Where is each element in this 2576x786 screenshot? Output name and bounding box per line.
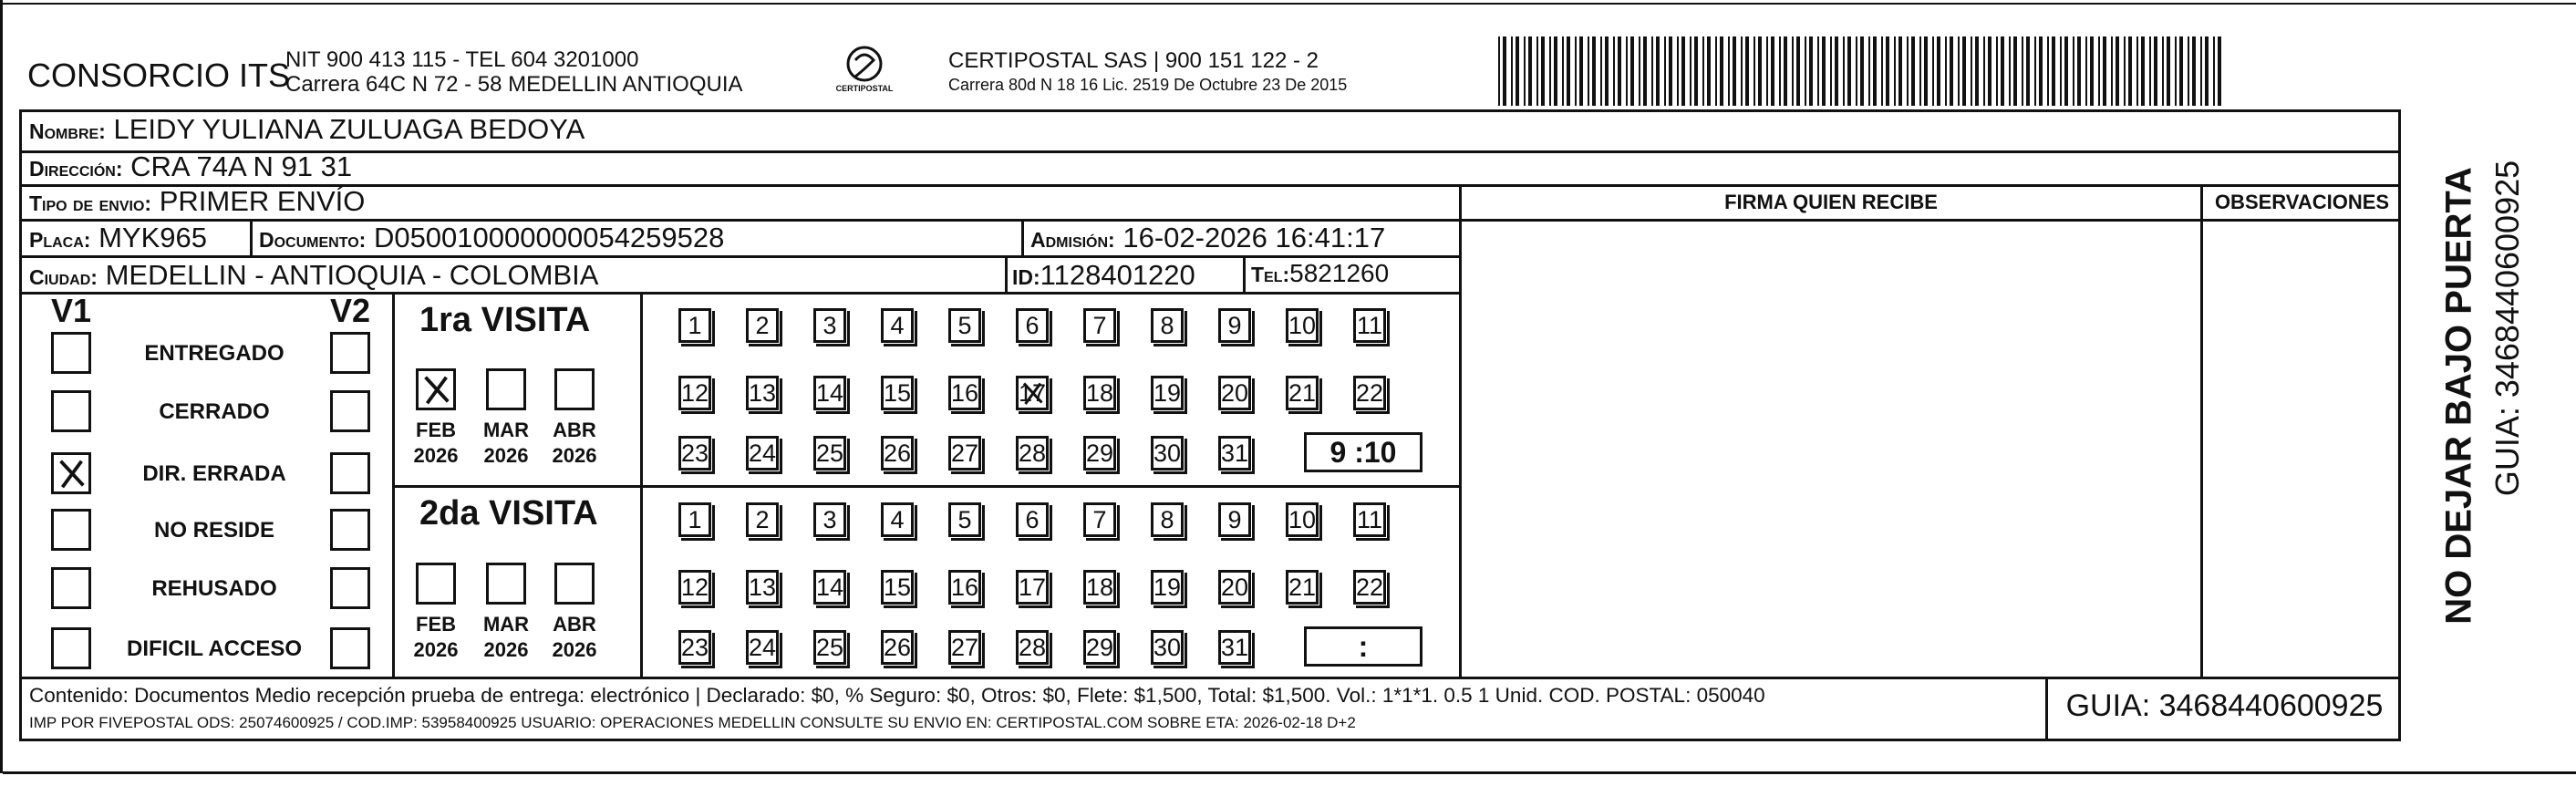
v2-checkbox (330, 627, 370, 669)
day-box: 21 (1286, 570, 1319, 605)
v2-checkbox (330, 390, 370, 432)
day-box: 18 (1083, 570, 1116, 605)
status-label: NO RESIDE (153, 518, 275, 543)
placa-field (29, 222, 207, 254)
v1-checkbox (51, 627, 91, 669)
direccion-label: Dirección: (29, 157, 123, 181)
month-checkbox (486, 368, 526, 410)
ciudad-label: Ciudad: (29, 265, 98, 289)
vrule-admision (1021, 219, 1024, 256)
day-box: 20 (1218, 376, 1251, 410)
v2-checkbox (330, 332, 370, 374)
v1-checkbox (51, 509, 91, 551)
day-box: 29 (1083, 630, 1116, 665)
v1-checkbox (51, 332, 91, 374)
day-box: 31 (1218, 630, 1251, 665)
ciudad-value: MEDELLIN - ANTIOQUIA - COLOMBIA (105, 259, 599, 291)
tipo-label: Tipo de envio: (29, 191, 152, 215)
day-box: 12 (678, 570, 711, 605)
day-box: 26 (881, 436, 914, 471)
tel-label: Tel: (1251, 263, 1290, 286)
rule-footer (19, 677, 2401, 679)
day-box: 12 (678, 376, 711, 410)
day-box: 10 (1286, 502, 1319, 537)
admision-field (1030, 222, 1385, 254)
tipo-value: PRIMER ENVÍO (159, 185, 366, 217)
ciudad-field (29, 259, 598, 292)
footer-contenido: Contenido: Documentos Medio recepción prueba de entrega: electrónico | Declarado: $0, % Seguro: $0, Otros: $0, Flete: $1,500, Total: $1,500. Vol.: 1*1*1. 0.5 1 Unid. COD. POSTAL: 050040 (29, 684, 1765, 707)
day-box: 4 (881, 308, 914, 343)
day-box: 23 (678, 630, 711, 665)
tipo-field (29, 185, 365, 218)
documento-field (259, 222, 724, 254)
v1-checkbox (51, 567, 91, 609)
time-box: : (1304, 626, 1422, 667)
status-label: ENTREGADO (144, 341, 284, 366)
day-box: 18 (1083, 376, 1116, 410)
day-box: 30 (1151, 630, 1184, 665)
footer-guia-box: GUIA: 3468440600925 (2065, 688, 2384, 723)
status-label: CERRADO (159, 399, 270, 424)
day-box: 19 (1151, 376, 1184, 410)
logo-wordmark: CERTIPOSTAL (835, 84, 894, 93)
day-box: 2 (746, 502, 779, 537)
day-box: 17 (1016, 570, 1049, 605)
tel-value: 5821260 (1289, 259, 1390, 287)
day-box: 25 (813, 436, 846, 471)
month-checkbox (486, 563, 526, 605)
day-box: 13 (746, 376, 779, 410)
day-box: 14 (813, 570, 846, 605)
day-box: 4 (881, 502, 914, 537)
day-box: 3 (813, 502, 846, 537)
day-box: 31 (1218, 436, 1251, 471)
month-label: ABR (553, 613, 596, 636)
company-name: CONSORCIO ITS (27, 57, 291, 94)
vrule-id (1005, 255, 1008, 293)
day-box: 5 (948, 502, 981, 537)
day-box: 29 (1083, 436, 1116, 471)
month-label: MAR (482, 419, 530, 441)
vrule-status (392, 292, 395, 677)
v2-checkbox (330, 509, 370, 551)
id-value: 1128401220 (1040, 259, 1195, 291)
month-label: ABR (553, 419, 596, 441)
documento-label: Documento: (259, 228, 367, 252)
v2-checkbox (330, 567, 370, 609)
day-box: 27 (948, 630, 981, 665)
status-label: DIFICIL ACCESO (126, 636, 302, 661)
v2-header: V2 (330, 292, 371, 329)
nombre-value: LEIDY YULIANA ZULUAGA BEDOYA (113, 113, 585, 145)
year-label: 2026 (413, 444, 459, 467)
day-box: 7 (1083, 502, 1116, 537)
day-box: 24 (746, 436, 779, 471)
day-box: 24 (746, 630, 779, 665)
vrule-signature (1459, 184, 1462, 677)
year-label: 2026 (483, 638, 529, 661)
firma-header: FIRMA QUIEN RECIBE (1724, 191, 1938, 213)
month-checkbox (554, 563, 595, 605)
admision-label: Admisión: (1030, 228, 1115, 252)
day-box: 26 (881, 630, 914, 665)
id-field (1012, 259, 1195, 292)
day-box: 3 (813, 308, 846, 343)
admision-value: 16-02-2026 16:41:17 (1122, 222, 1386, 253)
day-box: 7 (1083, 308, 1116, 343)
left-edge-line (0, 0, 3, 773)
v1-checkbox (51, 452, 91, 494)
barcode (1498, 36, 2228, 106)
visit-2-title: 2da VISITA (419, 494, 598, 533)
day-box: 19 (1151, 570, 1184, 605)
v1-checkbox (51, 390, 91, 432)
rule-2 (19, 184, 2401, 187)
day-box: 15 (881, 376, 914, 410)
id-label: ID: (1012, 265, 1040, 289)
month-label: MAR (482, 613, 530, 636)
day-box: 9 (1218, 308, 1251, 343)
year-label: 2026 (552, 638, 597, 661)
top-edge-line (0, 3, 2576, 5)
day-box: 1 (678, 308, 711, 343)
day-box: 14 (813, 376, 846, 410)
year-label: 2026 (413, 638, 459, 661)
rule-visits-split (392, 485, 1462, 488)
vrule-placa (250, 219, 253, 256)
bottom-edge-line (3, 771, 2576, 774)
side-warning: NO DEJAR BAJO PUERTA (2438, 167, 2479, 625)
observaciones-header: OBSERVACIONES (2214, 191, 2390, 213)
tel-field (1251, 259, 1389, 288)
month-label: FEB (416, 419, 456, 441)
day-box: 10 (1286, 308, 1319, 343)
day-box: 27 (948, 436, 981, 471)
side-guia: GUIA: 3468440600925 (2488, 160, 2526, 497)
vrule-visit-months (640, 292, 643, 677)
day-box: 30 (1151, 436, 1184, 471)
day-box: 11 (1353, 502, 1386, 537)
company-nit-tel: NIT 900 413 115 - TEL 604 3201000 (285, 47, 639, 72)
nombre-label: Nombre: (29, 119, 106, 143)
day-box: 17 (1016, 376, 1049, 410)
status-label: REHUSADO (151, 576, 277, 601)
day-box: 16 (948, 570, 981, 605)
day-box: 22 (1353, 570, 1386, 605)
day-box: 1 (678, 502, 711, 537)
day-box: 8 (1151, 502, 1184, 537)
day-box: 5 (948, 308, 981, 343)
day-box: 11 (1353, 308, 1386, 343)
status-label: DIR. ERRADA (142, 461, 286, 486)
day-box: 13 (746, 570, 779, 605)
v2-checkbox (330, 452, 370, 494)
direccion-value: CRA 74A N 91 31 (130, 150, 353, 182)
day-box: 6 (1016, 308, 1049, 343)
vrule-observations (2200, 184, 2203, 677)
time-box: 9 :10 (1304, 432, 1422, 472)
day-box: 28 (1016, 630, 1049, 665)
year-label: 2026 (483, 444, 529, 467)
month-label: FEB (416, 613, 456, 636)
year-label: 2026 (552, 444, 597, 467)
certipostal-info-1: CERTIPOSTAL SAS | 900 151 122 - 2 (948, 48, 1319, 73)
month-checkbox (554, 368, 595, 410)
day-box: 15 (881, 570, 914, 605)
month-checkbox (416, 368, 456, 410)
day-box: 22 (1353, 376, 1386, 410)
nombre-field (29, 113, 585, 146)
footer-imp: IMP POR FIVEPOSTAL ODS: 25074600925 / COD.IMP: 53958400925 USUARIO: OPERACIONES MEDELLIN CONSULTE SU ENVIO EN: CERTIPOSTAL.COM SOBRE ETA: 2026-02-18 D+2 (29, 714, 1356, 731)
day-box: 9 (1218, 502, 1251, 537)
placa-label: Placa: (29, 228, 91, 252)
day-box: 21 (1286, 376, 1319, 410)
day-box: 8 (1151, 308, 1184, 343)
certipostal-logo (826, 42, 903, 100)
documento-value: D050010000000054259528 (373, 222, 725, 253)
day-box: 20 (1218, 570, 1251, 605)
month-checkbox (416, 563, 456, 605)
certipostal-info-2: Carrera 80d N 18 16 Lic. 2519 De Octubre 23 De 2015 (948, 76, 1348, 94)
visit-1-title: 1ra VISITA (419, 301, 591, 339)
v1-header: V1 (51, 292, 92, 329)
vrule-tel (1243, 255, 1246, 293)
company-address: Carrera 64C N 72 - 58 MEDELLIN ANTIOQUIA (285, 72, 743, 97)
day-box: 23 (678, 436, 711, 471)
placa-value: MYK965 (98, 222, 207, 253)
day-box: 16 (948, 376, 981, 410)
direccion-field (29, 150, 352, 183)
day-box: 2 (746, 308, 779, 343)
rule-1 (19, 150, 2401, 153)
day-box: 25 (813, 630, 846, 665)
day-box: 28 (1016, 436, 1049, 471)
day-box: 6 (1016, 502, 1049, 537)
